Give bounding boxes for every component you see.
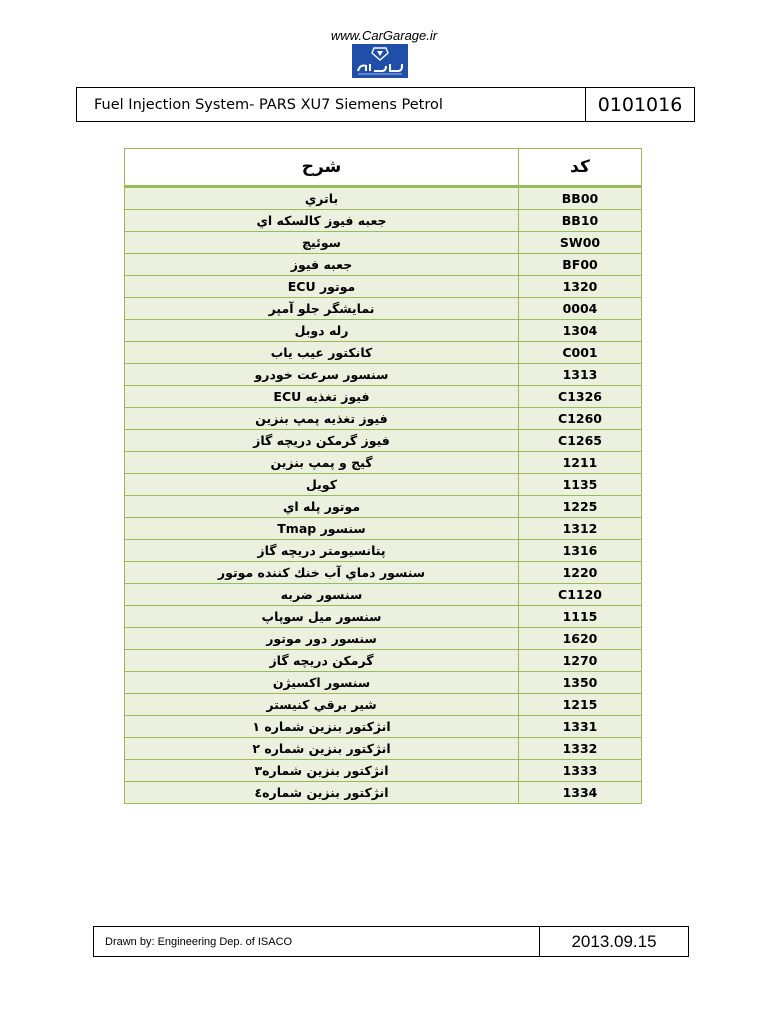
table-row xyxy=(125,628,642,650)
row-code: 1225 xyxy=(519,496,642,518)
table-row xyxy=(125,254,642,276)
row-description: جعبه فيوز كالسكه اي xyxy=(125,210,519,232)
row-code: SW00 xyxy=(519,232,642,254)
row-description: انژكتور بنزين شماره ٢ xyxy=(125,738,519,760)
row-description: انژكتور بنزين شماره٤ xyxy=(125,782,519,804)
row-description: سنسور دور موتور xyxy=(125,628,519,650)
row-description: فيوز تغذيه ECU xyxy=(125,386,519,408)
row-code: C1120 xyxy=(519,584,642,606)
row-description: نمايشگر جلو آمپر xyxy=(125,298,519,320)
table-row xyxy=(125,672,642,694)
row-code: 0004 xyxy=(519,298,642,320)
row-description: فيوز تغذيه پمپ بنزين xyxy=(125,408,519,430)
row-code: 1312 xyxy=(519,518,642,540)
code-table xyxy=(124,148,642,804)
row-code: BF00 xyxy=(519,254,642,276)
row-code: 1331 xyxy=(519,716,642,738)
row-description: سنسور دماي آب خنك كننده موتور xyxy=(125,562,519,584)
column-header-code: کد xyxy=(519,149,642,187)
row-description: موتور پله اي xyxy=(125,496,519,518)
row-code: 1313 xyxy=(519,364,642,386)
row-description: جعبه فيوز xyxy=(125,254,519,276)
column-header-description: شرح xyxy=(125,149,519,187)
table-row xyxy=(125,738,642,760)
table-row xyxy=(125,716,642,738)
row-code: 1620 xyxy=(519,628,642,650)
table-row xyxy=(125,364,642,386)
document-title: Fuel Injection System- PARS XU7 Siemens Petrol xyxy=(77,88,586,121)
row-description: انژكتور بنزين شماره ١ xyxy=(125,716,519,738)
row-description: سنسور ضربه xyxy=(125,584,519,606)
row-description: سوئيچ xyxy=(125,232,519,254)
document-date: 2013.09.15 xyxy=(571,931,657,951)
document-header xyxy=(76,87,695,122)
table-row xyxy=(125,694,642,716)
table-row xyxy=(125,518,642,540)
row-description: موتور ECU xyxy=(125,276,519,298)
document-code: 0101016 xyxy=(597,93,683,116)
row-code: BB10 xyxy=(519,210,642,232)
row-code: 1304 xyxy=(519,320,642,342)
table-header-row xyxy=(125,149,642,187)
row-code: 1215 xyxy=(519,694,642,716)
website-url: www.CarGarage.ir xyxy=(330,28,438,43)
table-row xyxy=(125,540,642,562)
table-row xyxy=(125,386,642,408)
row-code: C1326 xyxy=(519,386,642,408)
table-row xyxy=(125,232,642,254)
row-code: C1260 xyxy=(519,408,642,430)
row-description: پتانسيومتر دريچه گاز xyxy=(125,540,519,562)
row-code: BB00 xyxy=(519,187,642,210)
row-code: C1265 xyxy=(519,430,642,452)
row-description: سنسور اكسيژن xyxy=(125,672,519,694)
row-code: 1270 xyxy=(519,650,642,672)
row-description: كانكتور عيب ياب xyxy=(125,342,519,364)
table-row xyxy=(125,474,642,496)
row-description: باتري xyxy=(125,187,519,210)
isaco-logo-icon xyxy=(352,44,408,78)
row-code: 1332 xyxy=(519,738,642,760)
table-row xyxy=(125,452,642,474)
table-row xyxy=(125,496,642,518)
table-row xyxy=(125,760,642,782)
row-code: 1320 xyxy=(519,276,642,298)
row-description: سنسور ميل سوپاپ xyxy=(125,606,519,628)
drawn-by-label: Drawn by: Engineering Dep. of ISACO xyxy=(94,927,540,956)
table-row xyxy=(125,606,642,628)
table-row xyxy=(125,430,642,452)
table-row xyxy=(125,342,642,364)
row-description: گرمكن دريچه گاز xyxy=(125,650,519,672)
table-row xyxy=(125,408,642,430)
table-row xyxy=(125,650,642,672)
row-code: 1350 xyxy=(519,672,642,694)
row-code: 1220 xyxy=(519,562,642,584)
row-code: 1334 xyxy=(519,782,642,804)
table-row xyxy=(125,782,642,804)
table-row xyxy=(125,210,642,232)
table-row xyxy=(125,276,642,298)
document-footer xyxy=(93,926,689,957)
table-row xyxy=(125,562,642,584)
row-code: C001 xyxy=(519,342,642,364)
row-description: انژكتور بنزين شماره٣ xyxy=(125,760,519,782)
row-code: 1333 xyxy=(519,760,642,782)
row-code: 1211 xyxy=(519,452,642,474)
row-description: گيج و پمپ بنزين xyxy=(125,452,519,474)
row-description: رله دوبل xyxy=(125,320,519,342)
table-row xyxy=(125,298,642,320)
table-row xyxy=(125,584,642,606)
row-code: 1316 xyxy=(519,540,642,562)
row-description: سنسور سرعت خودرو xyxy=(125,364,519,386)
row-description: فيوز گرمكن دريچه گاز xyxy=(125,430,519,452)
row-description: سنسور Tmap xyxy=(125,518,519,540)
row-description: شير برقي كنيستر xyxy=(125,694,519,716)
table-row xyxy=(125,187,642,210)
row-code: 1115 xyxy=(519,606,642,628)
table-row xyxy=(125,320,642,342)
row-code: 1135 xyxy=(519,474,642,496)
row-description: كويل xyxy=(125,474,519,496)
